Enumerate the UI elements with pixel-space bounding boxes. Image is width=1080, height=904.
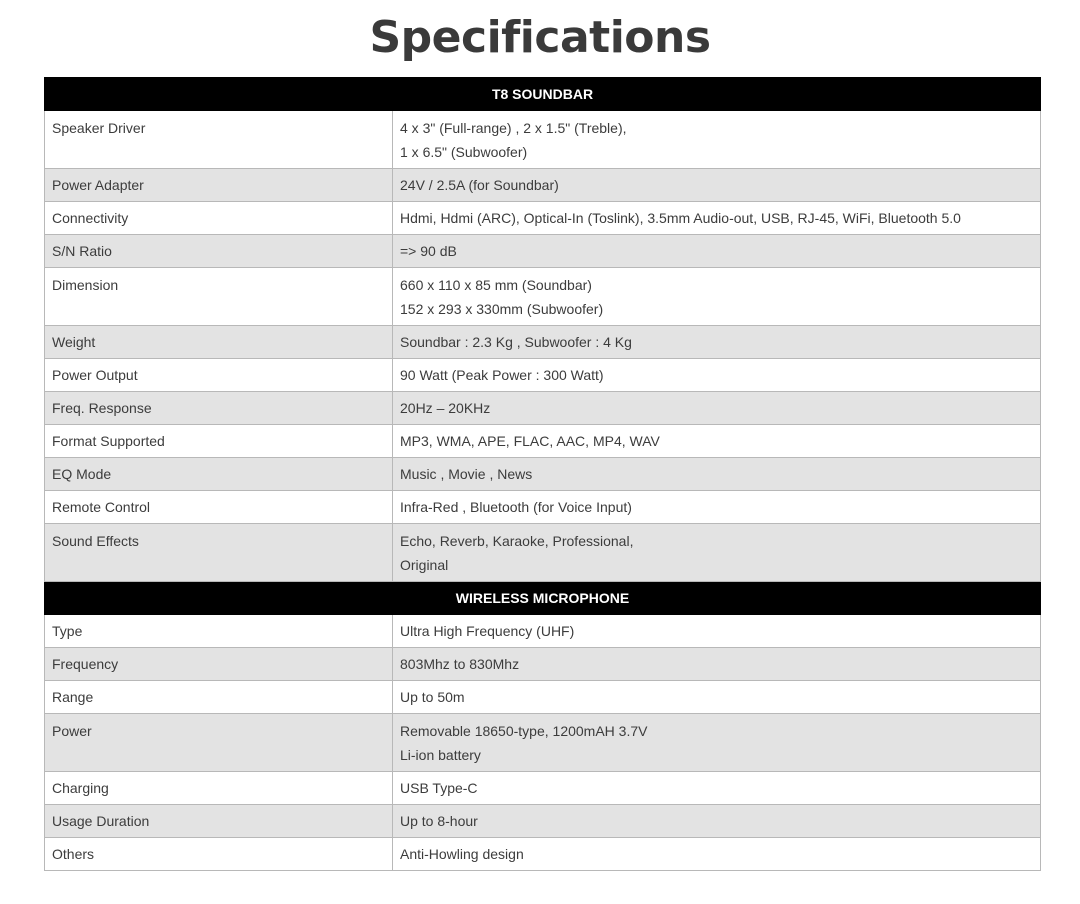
spec-value	[393, 491, 1041, 524]
spec-label: Dimension	[45, 268, 393, 326]
table-row	[45, 524, 1041, 582]
table-row	[45, 458, 1041, 491]
spec-value-line: MP3, WMA, APE, FLAC, AAC, MP4, WAV	[400, 433, 660, 449]
spec-value-line: Up to 8-hour	[400, 813, 478, 829]
table-row	[45, 838, 1041, 871]
table-row	[45, 714, 1041, 772]
table-row	[45, 111, 1041, 169]
table-row	[45, 805, 1041, 838]
spec-value-line: => 90 dB	[400, 243, 457, 259]
spec-label: Remote Control	[45, 491, 393, 524]
spec-label: Power	[45, 714, 393, 772]
spec-label: Type	[45, 615, 393, 648]
spec-value-line: 20Hz – 20KHz	[400, 400, 491, 416]
table-row	[45, 425, 1041, 458]
spec-label: Freq. Response	[45, 392, 393, 425]
spec-value	[393, 425, 1041, 458]
table-row	[45, 648, 1041, 681]
table-row	[45, 202, 1041, 235]
spec-value	[393, 681, 1041, 714]
spec-value	[393, 615, 1041, 648]
spec-value	[393, 772, 1041, 805]
table-row	[45, 359, 1041, 392]
spec-label: Charging	[45, 772, 393, 805]
spec-label: Power Adapter	[45, 169, 393, 202]
spec-label: Frequency	[45, 648, 393, 681]
spec-value	[393, 458, 1041, 491]
spec-value	[393, 111, 1041, 169]
spec-value	[393, 838, 1041, 871]
spec-value-line: 803Mhz to 830Mhz	[400, 656, 520, 672]
spec-label: Power Output	[45, 359, 393, 392]
spec-value-line: Music , Movie , News	[400, 466, 533, 482]
table-row	[45, 491, 1041, 524]
table-row	[45, 169, 1041, 202]
spec-label: Connectivity	[45, 202, 393, 235]
page-title: Specifications	[369, 12, 711, 63]
spec-value	[393, 169, 1041, 202]
spec-value-line: Infra-Red , Bluetooth (for Voice Input)	[400, 499, 632, 515]
spec-value-line: 1 x 6.5" (Subwoofer)	[400, 144, 528, 160]
spec-label: Others	[45, 838, 393, 871]
spec-value-line: 660 x 110 x 85 mm (Soundbar)	[400, 277, 592, 293]
section-heading: T8 SOUNDBAR	[45, 78, 1041, 111]
table-row	[45, 326, 1041, 359]
spec-value	[393, 202, 1041, 235]
spec-value	[393, 805, 1041, 838]
spec-value-line: Hdmi, Hdmi (ARC), Optical-In (Toslink), 3.5mm Audio-out, USB, RJ-45, WiFi, Bluetooth 5.0	[400, 210, 961, 226]
spec-value-line: Ultra High Frequency (UHF)	[400, 623, 575, 639]
spec-value-line: Up to 50m	[400, 689, 465, 705]
spec-label: Sound Effects	[45, 524, 393, 582]
section-header	[45, 582, 1041, 615]
section-heading: WIRELESS MICROPHONE	[45, 582, 1041, 615]
spec-label: Weight	[45, 326, 393, 359]
spec-value-line: 152 x 293 x 330mm (Subwoofer)	[400, 301, 604, 317]
spec-label: Speaker Driver	[45, 111, 393, 169]
spec-value	[393, 359, 1041, 392]
spec-value	[393, 648, 1041, 681]
section-header	[45, 78, 1041, 111]
spec-value-line: Li-ion battery	[400, 747, 481, 763]
spec-label: S/N Ratio	[45, 235, 393, 268]
spec-value	[393, 524, 1041, 582]
spec-value-line: Removable 18650-type, 1200mAH 3.7V	[400, 723, 648, 739]
table-row	[45, 772, 1041, 805]
spec-value-line: Anti-Howling design	[400, 846, 524, 862]
table-row	[45, 268, 1041, 326]
spec-value	[393, 268, 1041, 326]
spec-label: Range	[45, 681, 393, 714]
spec-value-line: 90 Watt (Peak Power : 300 Watt)	[400, 367, 604, 383]
spec-table	[44, 77, 1041, 871]
spec-value-line: 4 x 3" (Full-range) , 2 x 1.5" (Treble),	[400, 120, 627, 136]
table-row	[45, 392, 1041, 425]
spec-value-line: Soundbar : 2.3 Kg , Subwoofer : 4 Kg	[400, 334, 632, 350]
spec-label: Usage Duration	[45, 805, 393, 838]
spec-value-line: USB Type-C	[400, 780, 478, 796]
spec-value-line: Echo, Reverb, Karaoke, Professional,	[400, 533, 634, 549]
table-row	[45, 235, 1041, 268]
table-row	[45, 615, 1041, 648]
spec-label: Format Supported	[45, 425, 393, 458]
spec-value	[393, 326, 1041, 359]
spec-value	[393, 392, 1041, 425]
spec-value	[393, 714, 1041, 772]
spec-value-line: 24V / 2.5A (for Soundbar)	[400, 177, 559, 193]
table-row	[45, 681, 1041, 714]
spec-label: EQ Mode	[45, 458, 393, 491]
spec-value	[393, 235, 1041, 268]
spec-value-line: Original	[400, 557, 449, 573]
